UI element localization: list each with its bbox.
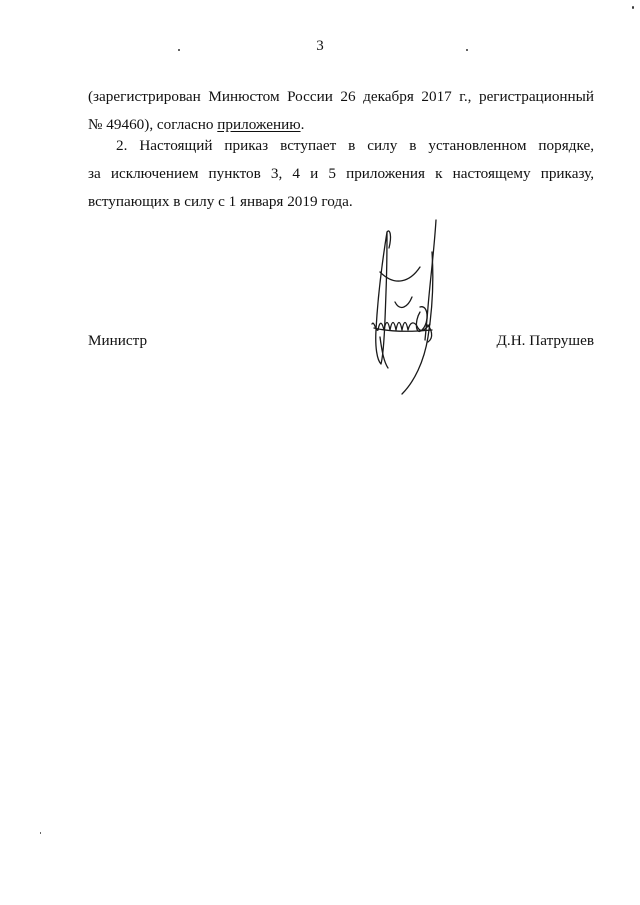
paragraph-line: 2. Настоящий приказ вступает в силу в установленном порядке, [116,137,594,154]
paragraph-text: № 49460), согласно [88,116,218,133]
paragraph-line: (зарегистрирован Минюстом России 26 декабря 2017 г., регистрационный [88,88,594,105]
appendix-reference: приложению [217,116,301,133]
paragraph-line: вступающих в силу с 1 января 2019 года. [88,193,353,210]
page-number: 3 [316,38,324,54]
paragraph-line: за исключением пунктов 3, 4 и 5 приложения к настоящему приказу, [88,165,594,182]
scan-speck [632,6,634,9]
scan-speck [40,832,41,834]
signatory-title: Министр [88,332,148,349]
paragraph-registration [88,83,594,139]
scan-speck [466,49,468,51]
signatory-name: Д.Н. Патрушев [496,332,594,349]
paragraph-text: . [300,116,305,133]
scan-speck [178,49,180,51]
paragraph-effective-date [88,132,594,216]
handwritten-signature [350,212,450,397]
